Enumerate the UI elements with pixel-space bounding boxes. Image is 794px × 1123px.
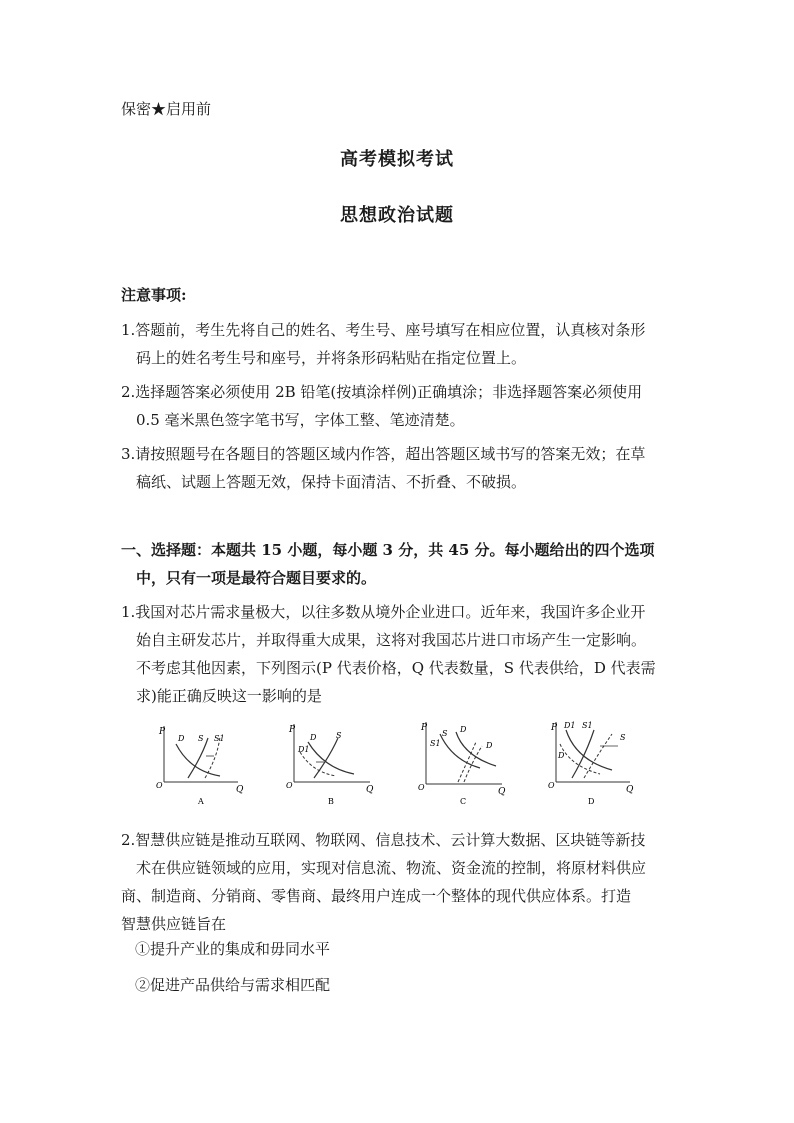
q1-line-2: 始自主研发芯片，并取得重大成果，这将对我国芯片进口市场产生一定影响。 (136, 631, 647, 649)
fig-d-o: O (548, 781, 555, 790)
fig-c-label: C (460, 797, 467, 806)
fig-c-o: O (418, 783, 425, 792)
question-1 (121, 598, 681, 710)
note-2-line-2: 0.5 毫米黑色签字笔书写，字体工整、笔迹清楚。 (136, 411, 465, 429)
q2-line-2: 术在供应链领域的应用，实现对信息流、物流、资金流的控制，将原材料供应 (136, 859, 647, 877)
figure-d (542, 716, 662, 811)
q2-line-4: 智慧供应链旨在 (121, 915, 227, 933)
exam-subtitle: 思想政治试题 (340, 205, 454, 226)
q2-option-2: ②促进产品供给与需求相匹配 (135, 976, 331, 994)
q2-line-3: 商、制造商、分销商、零售商、最终用户连成一个整体的现代供应体系。打造 (121, 887, 632, 905)
fig-a-label: A (198, 797, 204, 806)
fig-d-label: D (588, 797, 595, 806)
fig-d-s: S (620, 733, 626, 742)
fig-a-o: O (156, 781, 163, 790)
fig-b-s: S (336, 731, 342, 740)
question-2 (121, 826, 681, 938)
fig-b-q: Q (366, 785, 374, 795)
fig-d-d1: D1 (564, 721, 576, 730)
q1-figures (150, 716, 650, 811)
q1-line-3: 不考虑其他因素，下列图示(P 代表价格，Q 代表数量，S 代表供给，D 代表需 (136, 659, 656, 677)
fig-a-s1: S1 (214, 734, 225, 743)
note-item-1 (121, 316, 681, 372)
note-3-line-2: 稿纸、试题上答题无效，保持卡面清洁、不折叠、不破损。 (136, 473, 527, 491)
fig-d-p: P (551, 723, 558, 733)
fig-c-s1: S1 (430, 739, 441, 748)
exam-title: 高考模拟考试 (340, 149, 454, 170)
fig-d-q: Q (626, 785, 634, 795)
fig-a-p: P (159, 727, 166, 737)
notes-heading: 注意事项: (121, 286, 187, 304)
figure-a (150, 716, 270, 811)
fig-c-d: D (460, 725, 467, 734)
figure-c (412, 716, 532, 811)
section-line-2: 中，只有一项是最符合题目要求的。 (136, 569, 377, 587)
q1-line-1: 1.我国对芯片需求量极大，以往多数从境外企业进口。近年来，我国许多企业开 (121, 603, 646, 621)
fig-a-q: Q (236, 785, 244, 795)
section-line-1: 一、选择题：本题共 15 小题，每小题 3 分，共 45 分。每小题给出的四个选项 (121, 541, 655, 559)
note-item-3 (121, 440, 681, 496)
figure-b (280, 716, 400, 811)
note-1-line-1: 1.答题前，考生先将自己的姓名、考生号、座号填写在相应位置，认真核对条形 (121, 321, 646, 339)
fig-b-p: P (289, 725, 296, 735)
note-2-line-1: 2.选择题答案必须使用 2B 铅笔(按填涂样例)正确填涂；非选择题答案必须使用 (121, 383, 643, 401)
q2-option-1: ①提升产业的集成和毋同水平 (135, 940, 331, 958)
fig-b-o: O (286, 781, 293, 790)
q1-line-4: 求)能正确反映这一影响的是 (136, 687, 322, 705)
fig-d-d: D (558, 751, 565, 760)
fig-b-d: D (310, 733, 317, 742)
q2-line-1: 2.智慧供应链是推动互联网、物联网、信息技术、云计算大数据、区块链等新技 (121, 831, 646, 849)
section-heading (121, 536, 681, 592)
fig-a-d: D (178, 734, 185, 743)
fig-b-d1: D1 (298, 745, 310, 754)
fig-c-s: S (442, 729, 448, 738)
fig-c-q: Q (498, 787, 506, 797)
confidential-label: 保密★启用前 (121, 100, 212, 118)
fig-c-p: P (421, 723, 428, 733)
fig-a-s: S (198, 734, 204, 743)
note-1-line-2: 码上的姓名考生号和座号，并将条形码粘贴在指定位置上。 (136, 349, 527, 367)
fig-d-s1: S1 (582, 721, 593, 730)
fig-c-d2: D (486, 741, 493, 750)
note-3-line-1: 3.请按照题号在各题目的答题区域内作答，超出答题区域书写的答案无效；在草 (121, 445, 646, 463)
note-item-2 (121, 378, 681, 434)
fig-b-label: B (328, 797, 334, 806)
